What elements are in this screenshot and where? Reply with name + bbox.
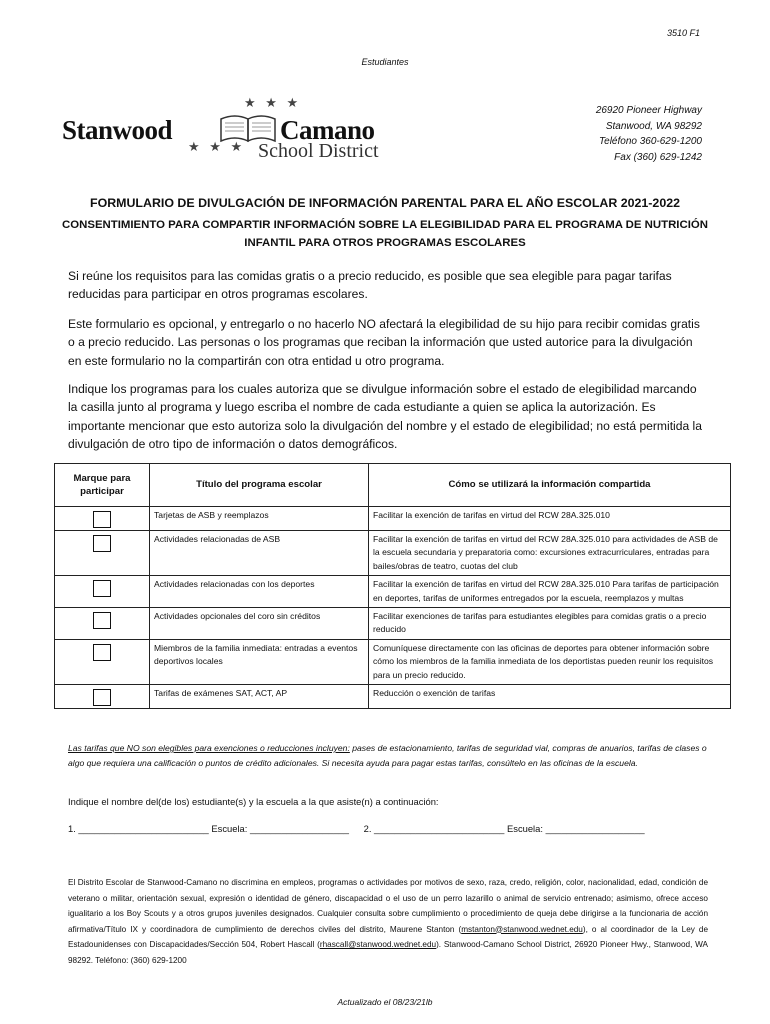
- checkbox-sports[interactable]: [93, 580, 111, 597]
- program-use: Facilitar la exención de tarifas en virtud del RCW 28A.325.010: [369, 507, 731, 531]
- district-address: [596, 103, 702, 165]
- program-use: Facilitar la exención de tarifas en virtud del RCW 28A.325.010 para actividades de ASB de la escuela secundaria y preparatoria como: excursiones extracurriculares, entradas para bailes/obras de teatro, cuotas del club: [369, 531, 731, 576]
- intro-paragraph: Si reúne los requisitos para las comidas gratis o a precio reducido, es posible que sea elegible para pagar tarifas reducidas para participar en otros programas escolares.: [68, 269, 672, 302]
- email-link-stanton[interactable]: mstanton@stanwood.wednet.edu: [461, 924, 583, 934]
- program-title: Tarjetas de ASB y reemplazos: [150, 507, 369, 531]
- form-number: 3510 F1: [666, 28, 700, 38]
- section-label: Estudiantes: [361, 57, 409, 67]
- footer-text: El Distrito Escolar de Stanwood-Camano no discrimina en empleos, programas o actividades por motivos de sexo, raza, credo, religión, color, nacionalidad, edad, condición de veterano o militar, orientación sexual, expresión o identidad de género, discapacidad o el uso de un perro lazarillo o animal de servicio entrenado; asimismo, ofrece acceso igualitario a los Boy Scouts y a otros grupos juveniles designados. Cualquier consulta sobre cumplimiento o procedimiento de queja debe dirigirse a la funcionaria de acción afirmativa/Título IX y coordinadora de cumplimiento de derechos civiles del distrito, Maurene Stanton (: [68, 878, 708, 934]
- program-title: Actividades opcionales del coro sin créditos: [150, 608, 369, 640]
- checkbox-asb-activities[interactable]: [93, 535, 111, 552]
- column-header-check: Marque para participar: [55, 464, 150, 507]
- note-rest: pases de estacionamiento, tarifas de seguridad vial, compras de anuarios, tarifas de clases o algo que requiera una calificación o puntos de crédito adicionales. Si necesita ayuda para pagar estas tarifas, consúltelo en las oficinas de la escuela.: [68, 743, 707, 769]
- form-subtitle: CONSENTIMIENTO PARA COMPARTIR INFORMACIÓN SOBRE LA ELEGIBILIDAD PARA EL PROGRAMA DE NUTRICIÓN INFANTIL PARA OTROS PROGRAMAS ESCOLARES: [62, 219, 708, 249]
- student-entry-line-1[interactable]: 1. _________________________ Escuela: ___________________: [68, 823, 350, 834]
- checkbox-family-tickets[interactable]: [93, 644, 111, 661]
- note-lead: Las tarifas que NO son elegibles para exenciones o reducciones incluyen:: [68, 743, 350, 753]
- optional-paragraph: Este formulario es opcional, y entregarlo o no hacerlo NO afectará la elegibilidad de su hijo para recibir comidas gratis o a precio reducido. Las personas o los programas que reciban la información que usted autorice para la divulgación en este formulario no la compartirán con otra entidad u otro programa.: [68, 317, 700, 368]
- column-header-program: Título del programa escolar: [150, 464, 369, 507]
- address-line: Stanwood, WA 98292: [605, 120, 702, 132]
- student-entry-lines: [68, 823, 657, 834]
- footer-text: ), o al coordinador de la Ley de Estadounidenses con Discapacidades/Sección 504, Robert Hascall (: [68, 924, 708, 949]
- programs-table: [54, 463, 731, 709]
- table-row: [55, 531, 731, 576]
- table-header-row: [55, 464, 731, 507]
- student-names-prompt: Indique el nombre del(de los) estudiante(s) y la escuela a la que asiste(n) a continuación:: [68, 796, 439, 807]
- footer-text: ). Stanwood-Camano School District, 26920 Pioneer Hwy., Stanwood, WA 98292. Teléfono: (360) 629-1200: [68, 940, 708, 965]
- nondiscrimination-statement: [68, 875, 708, 968]
- address-line: 26920 Pioneer Highway: [595, 105, 702, 116]
- address-line: Fax (360) 629-1242: [614, 151, 702, 163]
- checkbox-asb-cards[interactable]: [93, 511, 111, 528]
- program-use: Facilitar exenciones de tarifas para estudiantes elegibles para comidas gratis o a precio reducido: [369, 608, 731, 640]
- column-header-use: Cómo se utilizará la información compartida: [369, 464, 731, 507]
- district-logo: [62, 95, 407, 165]
- program-title: Miembros de la familia inmediata: entradas a eventos deportivos locales: [150, 639, 369, 684]
- program-use: Facilitar la exención de tarifas en virtud del RCW 28A.325.010 Para tarifas de participación en deportes, tarifas de uniformes entregados por la escuela, reemplazos y multas: [369, 576, 731, 608]
- table-row: [55, 685, 731, 709]
- table-row: [55, 608, 731, 640]
- email-link-hascall[interactable]: rhascall@stanwood.wednet.edu: [319, 940, 437, 949]
- ineligible-fees-note: [68, 741, 713, 772]
- table-row: [55, 639, 731, 684]
- table-row: [55, 576, 731, 608]
- star-icons-top: ★ ★ ★: [244, 95, 302, 110]
- instructions-paragraph: Indique los programas para los cuales autoriza que se divulgue información sobre el estado de elegibilidad marcando la casilla junto al programa y luego escriba el nombre de cada estudiante a quien se aplica la autorización. Es importante mencionar que esto autoriza solo la divulgación del nombre y el estado de elegibilidad; no está permitida la divulgación de otro tipo de información o datos demográficos.: [68, 382, 702, 451]
- logo-word-camano: Camano: [280, 115, 375, 145]
- star-icons-bottom: ★ ★ ★: [188, 139, 246, 154]
- logo-word-stanwood: Stanwood: [62, 115, 173, 145]
- checkbox-exam-fees[interactable]: [93, 689, 111, 706]
- form-title: FORMULARIO DE DIVULGACIÓN DE INFORMACIÓN PARENTAL PARA EL AÑO ESCOLAR 2021-2022: [90, 196, 680, 210]
- program-title: Actividades relacionadas con los deportes: [150, 576, 369, 608]
- program-title: Tarifas de exámenes SAT, ACT, AP: [150, 685, 369, 709]
- table-row: [55, 507, 731, 531]
- program-use: Reducción o exención de tarifas: [369, 685, 731, 709]
- address-line: Teléfono 360-629-1200: [598, 136, 702, 148]
- program-use: Comuníquese directamente con las oficinas de deportes para obtener información sobre cómo los miembros de la familia inmediata de los deportistas pueden reunir los requisitos para un precio reducido.: [369, 639, 731, 684]
- program-title: Actividades relacionadas de ASB: [150, 531, 369, 576]
- updated-date: Actualizado el 08/23/21lb: [337, 997, 433, 1007]
- checkbox-choir[interactable]: [93, 612, 111, 629]
- logo-word-school-district: School District: [258, 140, 379, 162]
- student-entry-line-2[interactable]: 2. _________________________ Escuela: ___________________: [363, 823, 645, 834]
